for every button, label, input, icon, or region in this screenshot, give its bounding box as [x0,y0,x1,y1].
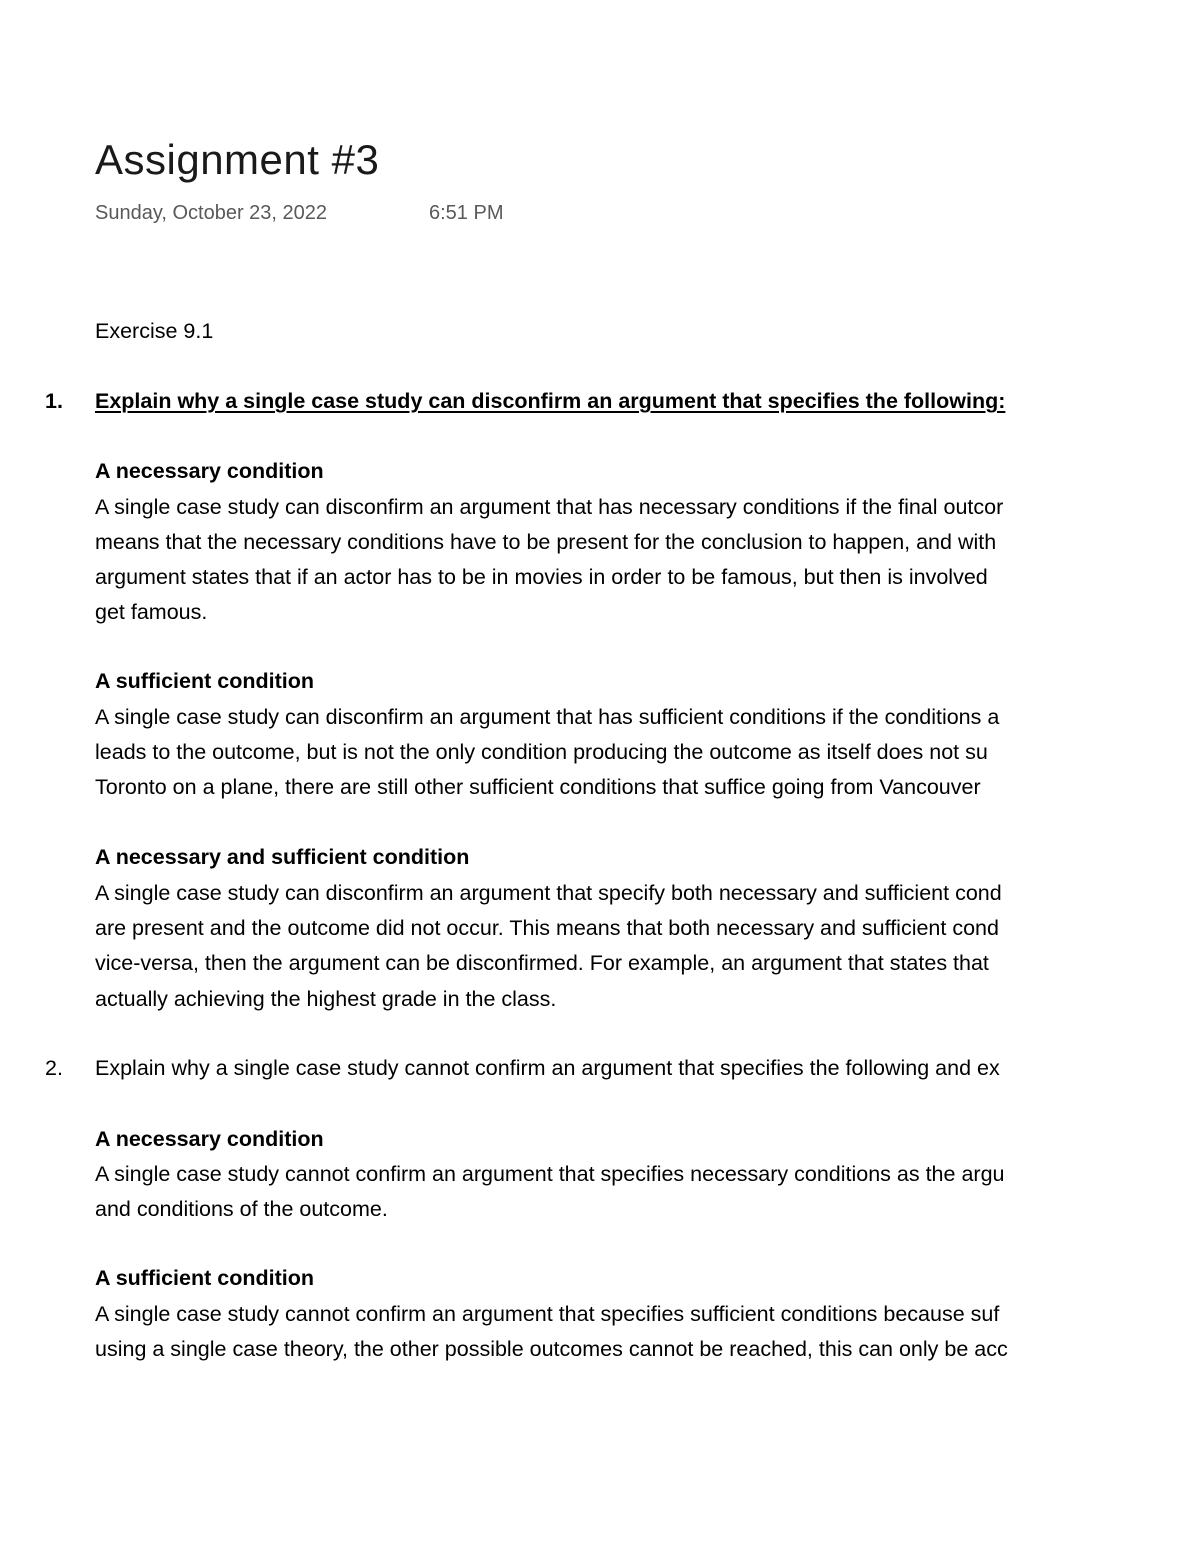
question-1-prompt: Explain why a single case study can disconfirm an argument that specifies the following: [95,389,1006,413]
page-title: Assignment #3 [95,136,380,183]
q1-sufficient-heading: A sufficient condition [95,669,314,693]
q1-necessary-line-4: get famous. [95,600,208,624]
question-1-number: 1. [45,389,63,413]
q1-both-line-1: A single case study can disconfirm an argument that specify both necessary and sufficient cond [95,881,1002,905]
q2-necessary-heading: A necessary condition [95,1127,324,1151]
q1-sufficient-line-2: leads to the outcome, but is not the only condition producing the outcome as itself does not su [95,740,988,764]
exercise-label: Exercise 9.1 [95,319,214,343]
q2-necessary-line-1: A single case study cannot confirm an argument that specifies necessary conditions as the argu [95,1162,1005,1186]
q1-both-line-3: vice-versa, then the argument can be disconfirmed. For example, an argument that states that [95,951,989,975]
question-2-prompt: Explain why a single case study cannot confirm an argument that specifies the following and ex [95,1056,1000,1080]
q1-both-line-4: actually achieving the highest grade in the class. [95,987,557,1011]
question-2-number: 2. [45,1056,63,1080]
page-date: Sunday, October 23, 2022 [95,202,328,224]
q1-necessary-line-3: argument states that if an actor has to be in movies in order to be famous, but then is involved [95,565,988,589]
q1-necessary-line-2: means that the necessary conditions have to be present for the conclusion to happen, and with [95,530,997,554]
q2-sufficient-heading: A sufficient condition [95,1266,314,1290]
q1-sufficient-line-1: A single case study can disconfirm an argument that has sufficient conditions if the conditions a [95,705,1000,729]
q1-necessary-line-1: A single case study can disconfirm an argument that has necessary conditions if the final outcor [95,495,1004,519]
q1-sufficient-line-3: Toronto on a plane, there are still other sufficient conditions that suffice going from Vancouver [95,775,981,799]
q1-necessary-heading: A necessary condition [95,459,324,483]
page-time: 6:51 PM [429,202,504,224]
q1-both-heading: A necessary and sufficient condition [95,845,470,869]
q2-sufficient-line-1: A single case study cannot confirm an argument that specifies sufficient conditions because suf [95,1302,1000,1326]
q2-sufficient-line-2: using a single case theory, the other possible outcomes cannot be reached, this can only be acc [95,1337,1008,1361]
q1-both-line-2: are present and the outcome did not occur. This means that both necessary and sufficient cond [95,916,999,940]
q2-necessary-line-2: and conditions of the outcome. [95,1197,388,1221]
